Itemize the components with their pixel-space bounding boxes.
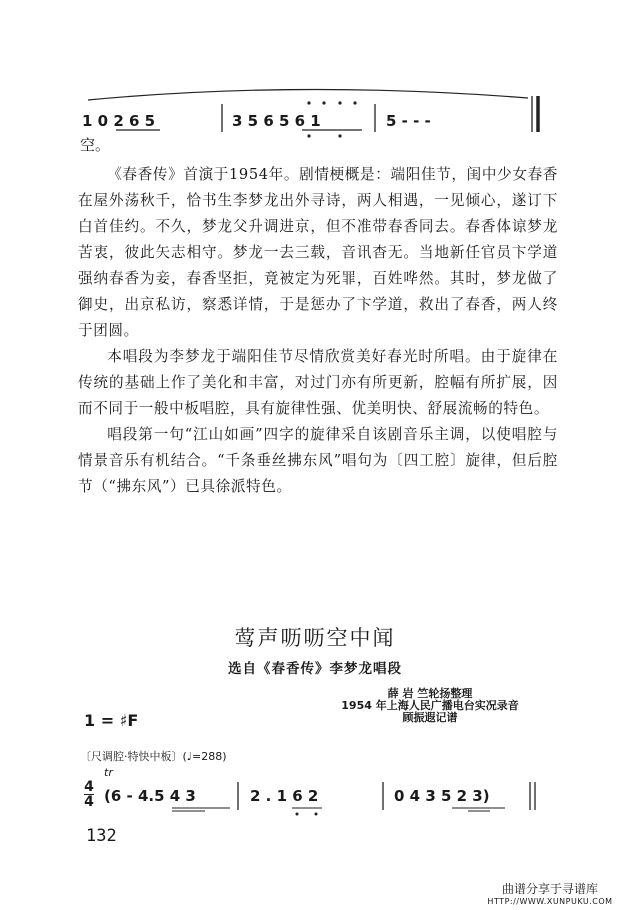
top-score-measure-3: 5 - - -	[386, 112, 431, 130]
page-number: 132	[86, 826, 117, 846]
octave-dot-low	[296, 813, 299, 816]
watermark-title: 曲谱分享于寻谱库	[501, 882, 598, 896]
top-score-measure-2: 3 5 6 5 6 1	[232, 112, 321, 130]
credit-arrangers: 薛 岩 竺轮扬整理	[387, 687, 473, 700]
intro-text	[78, 162, 558, 500]
credits-block	[330, 688, 530, 724]
trill-mark: tr	[104, 766, 113, 779]
octave-dot	[353, 101, 356, 104]
score-measure-2: 2 . 1 6 2	[250, 787, 319, 805]
octave-dot-low	[315, 813, 318, 816]
song-subtitle: 选自《春香传》李梦龙唱段	[228, 661, 402, 677]
octave-dot	[307, 101, 310, 104]
time-signature-top: 4	[84, 779, 94, 795]
score-measure-3: 0 4 3 5 2 3)	[394, 787, 490, 805]
octave-dot	[322, 101, 325, 104]
song-title: 莺声呖呖空中闻	[234, 626, 396, 650]
watermark-url: HTTP://WWW.XUNPUKU.COM	[487, 897, 613, 906]
credit-recording: 1954 年上海人民广播电台实况录音	[341, 699, 519, 712]
intro-paragraph-1: 《春香传》首演于1954年。剧情梗概是：端阳佳节，闺中少女春香在屋外荡秋千，恰书生李梦龙出外寻诗，两人相遇，一见倾心，遂订下白首佳约。不久，梦龙父升调进京，但不准带春香同去。春香体谅梦龙苦衷，彼此矢志相守。梦龙一去三载，音讯杳无。当地新任官员卞学道强纳春香为妾，春香坚拒，竟被定为死罪，百姓哗然。其时，梦龙做了御史，出京私访，察悉详情，于是惩办了卞学道，救出了春香，两人终于团圆。	[78, 166, 558, 339]
score-measure-1: (6 - 4.5 4 3	[104, 787, 196, 805]
credit-notation: 顾振遐记谱	[402, 711, 458, 724]
intro-paragraph-3: 唱段第一句“江山如画”四字的旋律采自该剧音乐主调，以使唱腔与情景音乐有机结合。“千条垂丝拂东风”唱句为〔四工腔〕旋律，但后腔节（“拂东风”）已具徐派特色。	[78, 426, 558, 495]
watermark-block	[480, 880, 620, 906]
top-score-lyric: 空。	[80, 136, 111, 154]
octave-dot	[338, 101, 341, 104]
intro-paragraph-2: 本唱段为李梦龙于端阳佳节尽情欣赏美好春光时所唱。由于旋律在传统的基础上作了美化和丰富，对过门亦有所更新，腔幅有所扩展，因而不同于一般中板唱腔，具有旋律性强、优美明快、舒展流畅的特色。	[78, 348, 558, 417]
time-signature-bottom: 4	[84, 794, 94, 810]
tempo-marking: 〔尺调腔·特快中板〕(♩=288)	[80, 750, 227, 763]
top-score-measure-1: 1 0 2 6 5	[82, 112, 156, 130]
key-signature: 1 = ♯F	[84, 711, 139, 730]
octave-dot-low	[338, 134, 341, 137]
slur-arc	[88, 89, 528, 100]
octave-dot-low	[307, 134, 310, 137]
